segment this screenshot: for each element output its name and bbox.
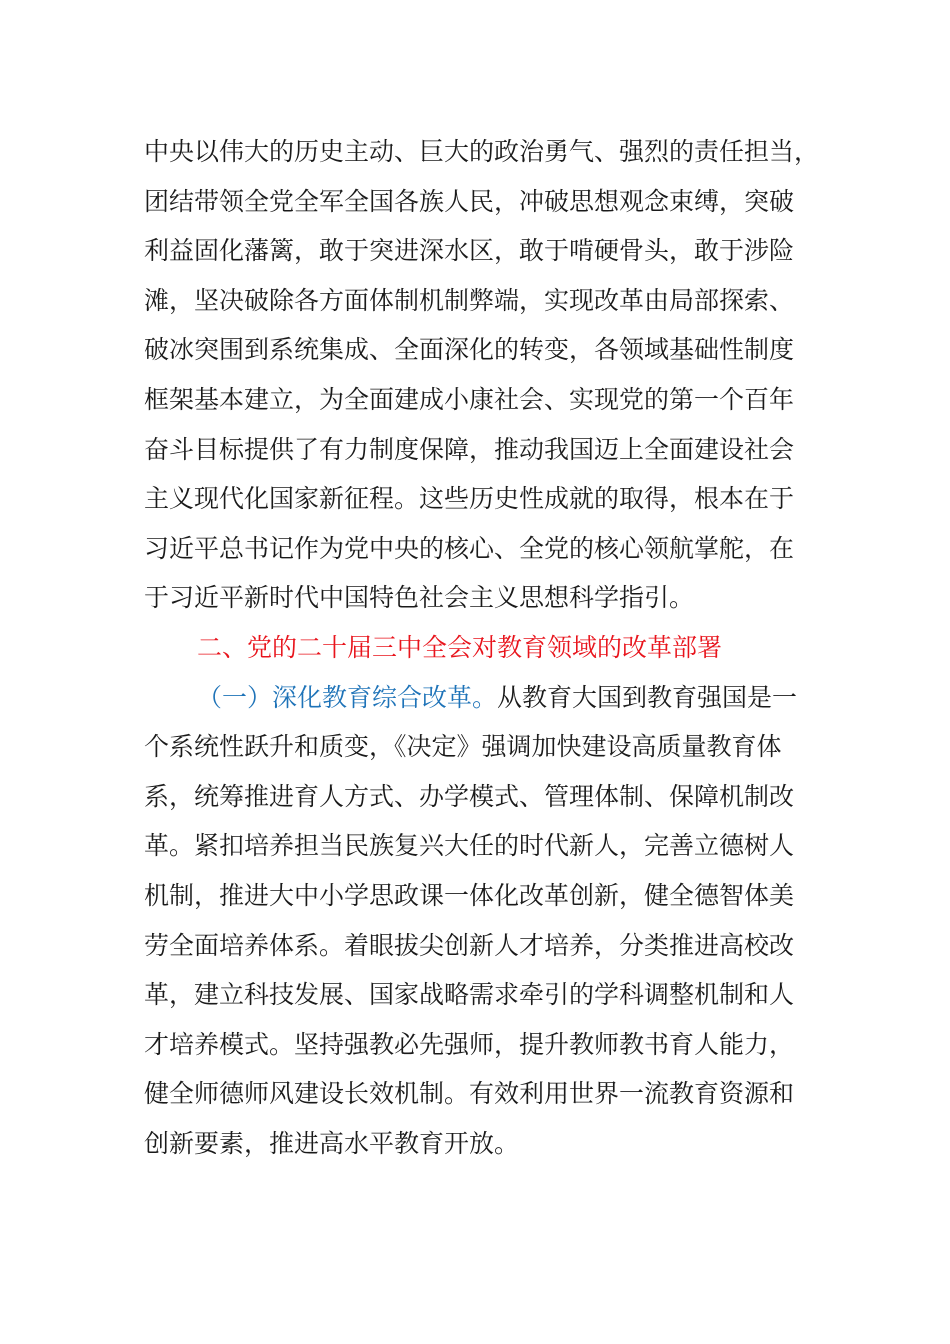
paragraph-line: 健全师德师风建设长效机制。有效利用世界一流教育资源和 [144,1079,795,1109]
paragraph-line: 革。紧扣培养担当民族复兴大任的时代新人，完善立德树人 [144,831,795,861]
paragraph-line: 系，统筹推进育人方式、办学模式、管理体制、保障机制改 [144,781,795,811]
paragraph-line: 奋斗目标提供了有力制度保障，推动我国迈上全面建设社会 [144,434,795,464]
document-body [144,127,820,1168]
subheading: （一）深化教育综合改革。 [197,682,498,712]
paragraph-line: 习近平总书记作为党中央的核心、全党的核心领航掌舵，在 [144,533,795,563]
paragraph-line: 破冰突围到系统集成、全面深化的转变，各领域基础性制度 [144,335,795,365]
paragraph-line: 中央以伟大的历史主动、巨大的政治勇气、强烈的责任担当， [144,137,820,166]
paragraph-line: 个系统性跃升和质变，《决定》强调加快建设高质量教育体 [144,732,782,762]
section-heading: 二、党的二十届三中全会对教育领域的改革部署 [197,632,723,662]
paragraph-line: 团结带领全党全军全国各族人民，冲破思想观念束缚，突破 [144,186,795,216]
paragraph-education-reform [144,673,800,1169]
paragraph-line: 主义现代化国家新征程。这些历史性成就的取得，根本在于 [144,484,795,514]
paragraph-line: 于习近平新时代中国特色社会主义思想科学指引。 [144,583,695,613]
paragraph-line: 劳全面培养体系。着眼拔尖创新人才培养，分类推进高校改 [144,930,795,960]
paragraph-line: 创新要素，推进高水平教育开放。 [144,1128,520,1158]
paragraph-line: 框架基本建立，为全面建成小康社会、实现党的第一个百年 [144,384,795,414]
paragraph-first-line [144,673,800,723]
paragraph-line: 滩，坚决破除各方面体制机制弊端，实现改革由局部探索、 [144,285,795,315]
paragraph-line: 革，建立科技发展、国家战略需求牵引的学科调整机制和人 [144,980,795,1010]
paragraph-intro [144,127,820,623]
paragraph-line-rest: 从教育大国到教育强国是一 [497,682,798,712]
paragraph-line: 利益固化藩篱，敢于突进深水区，敢于啃硬骨头，敢于涉险 [144,236,795,266]
paragraph-line: 才培养模式。坚持强教必先强师，提升教师教书育人能力， [144,1029,795,1059]
paragraph-line: 机制，推进大中小学思政课一体化改革创新，健全德智体美 [144,880,795,910]
